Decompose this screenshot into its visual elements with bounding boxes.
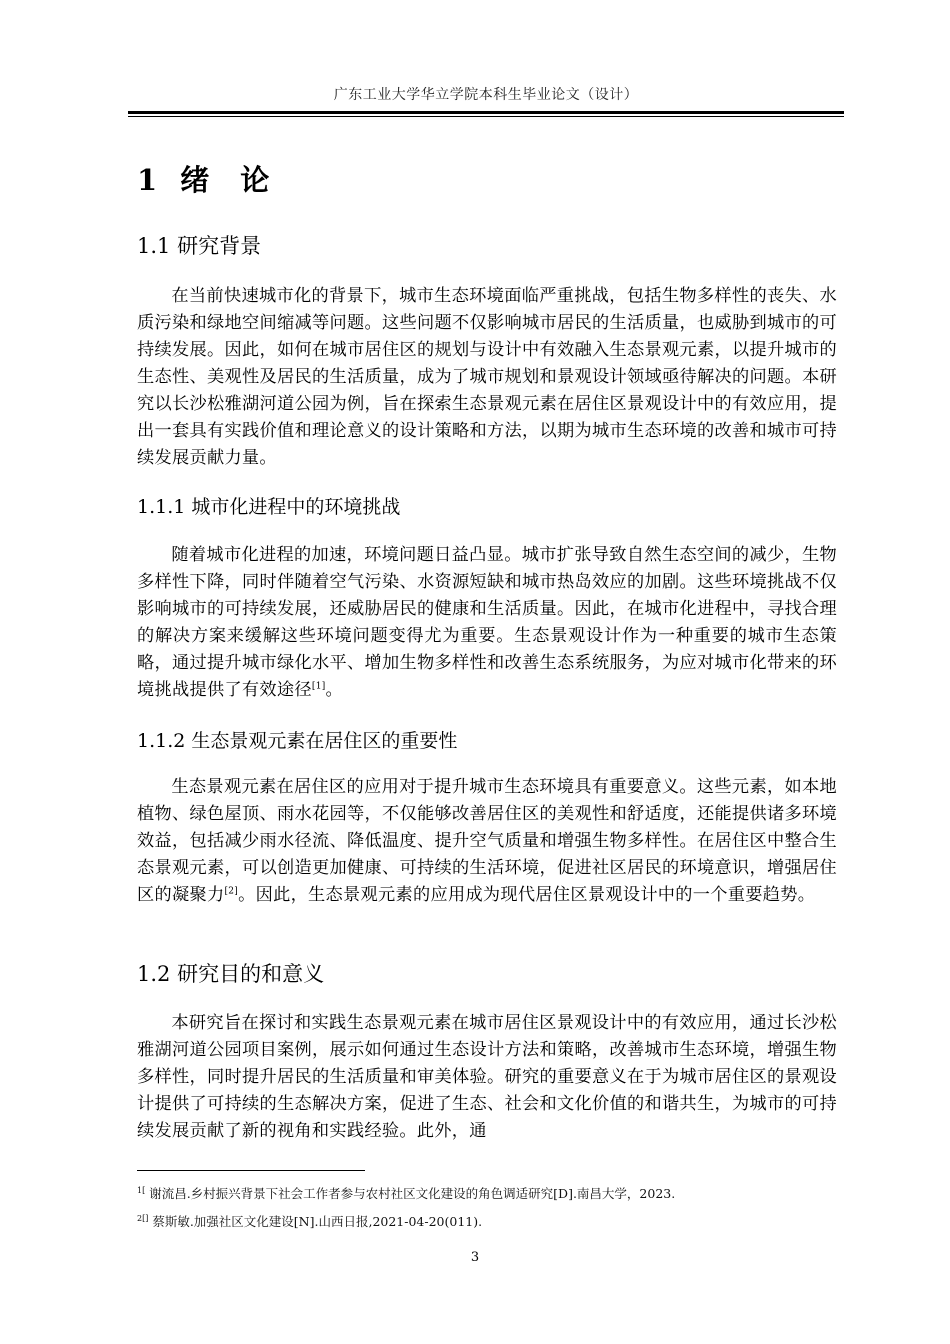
running-header: 广东工业大学华立学院本科生毕业论文（设计）	[333, 87, 639, 103]
page-number: 3	[470, 1250, 480, 1265]
footnote-bracket-1: [	[142, 1185, 146, 1195]
footnote-mark-2: 2	[137, 1213, 143, 1223]
paragraph-1-1-2	[137, 774, 837, 909]
footnote-separator	[137, 1170, 365, 1171]
section-heading-1-1: 1.1 研究背景	[137, 234, 262, 258]
paragraph-1-1-1-text: 随着城市化进程的加速，环境问题日益凸显。城市扩张导致自然生态空间的减少，生物多样性下降，同时伴随着空气污染、水资源短缺和城市热岛效应的加剧。这些环境挑战不仅影响城市的可持续发展，还威胁居民的健康和生活质量。因此，在城市化进程中，寻找合理的解决方案来缓解这些环境问题变得尤为重要。生态景观设计作为一种重要的城市生态策略，通过提升城市绿化水平、增加生物多样性和改善生态系统服务，为应对城市化带来的环境挑战提供了有效途径	[137, 545, 837, 700]
header-rule-thick	[128, 111, 844, 114]
paragraph-1-1-1	[137, 542, 837, 704]
citation-ref-2[interactable]: [2]	[224, 886, 239, 897]
chapter-title	[137, 158, 270, 199]
footnote-text-1: 谢流昌.乡村振兴背景下社会工作者参与农村社区文化建设的角色调适研究[D].南昌大学，2023.	[149, 1186, 676, 1201]
footnote-bracket-2: []	[142, 1213, 149, 1223]
paragraph-1-1-2-text: 生态景观元素在居住区的应用对于提升城市生态环境具有重要意义。这些元素，如本地植物、绿色屋顶、雨水花园等，不仅能够改善居住区的美观性和舒适度，还能提供诸多环境效益，包括减少雨水径流、降低温度、提升空气质量和增强生物多样性。在居住区中整合生态景观元素，可以创造更加健康、可持续的生活环境，促进社区居民的环境意识，增强居住区的凝聚力	[137, 777, 837, 905]
section-heading-1-2: 1.2 研究目的和意义	[137, 962, 325, 986]
chapter-number: 1	[137, 163, 159, 197]
footnote-2	[137, 1212, 482, 1230]
citation-ref-1[interactable]: [1]	[311, 681, 326, 692]
paragraph-1-1-2-tail: 。因此，生态景观元素的应用成为现代居住区景观设计中的一个重要趋势。	[238, 885, 816, 905]
section-heading-1-1-2: 1.1.2 生态景观元素在居住区的重要性	[137, 730, 458, 752]
section-heading-1-1-1: 1.1.1 城市化进程中的环境挑战	[137, 496, 401, 518]
paragraph-1-1-1-tail: 。	[325, 680, 344, 700]
header-rule-thin	[128, 116, 844, 117]
chapter-title-text: 绪 论	[180, 163, 271, 197]
footnote-1	[137, 1184, 675, 1202]
footnote-mark-1: 1	[137, 1185, 143, 1195]
paragraph-1-1: 在当前快速城市化的背景下，城市生态环境面临严重挑战，包括生物多样性的丧失、水质污染和绿地空间缩减等问题。这些问题不仅影响城市居民的生活质量，也威胁到城市的可持续发展。因此，如何在城市居住区的规划与设计中有效融入生态景观元素，以提升城市的生态性、美观性及居民的生活质量，成为了城市规划和景观设计领域亟待解决的问题。本研究以长沙松雅湖河道公园为例，旨在探索生态景观元素在居住区景观设计中的有效应用，提出一套具有实践价值和理论意义的设计策略和方法，以期为城市生态环境的改善和城市可持续发展贡献力量。	[137, 286, 837, 468]
footnote-text-2: 蔡斯敏.加强社区文化建设[N].山西日报,2021-04-20(011).	[152, 1214, 483, 1229]
paragraph-1-2: 本研究旨在探讨和实践生态景观元素在城市居住区景观设计中的有效应用，通过长沙松雅湖河道公园项目案例，展示如何通过生态设计方法和策略，改善城市生态环境，增强生物多样性，同时提升居民的生活质量和审美体验。研究的重要意义在于为城市居住区的景观设计提供了可持续的生态解决方案，促进了生态、社会和文化价值的和谐共生，为城市的可持续发展贡献了新的视角和实践经验。此外，通	[137, 1013, 837, 1141]
